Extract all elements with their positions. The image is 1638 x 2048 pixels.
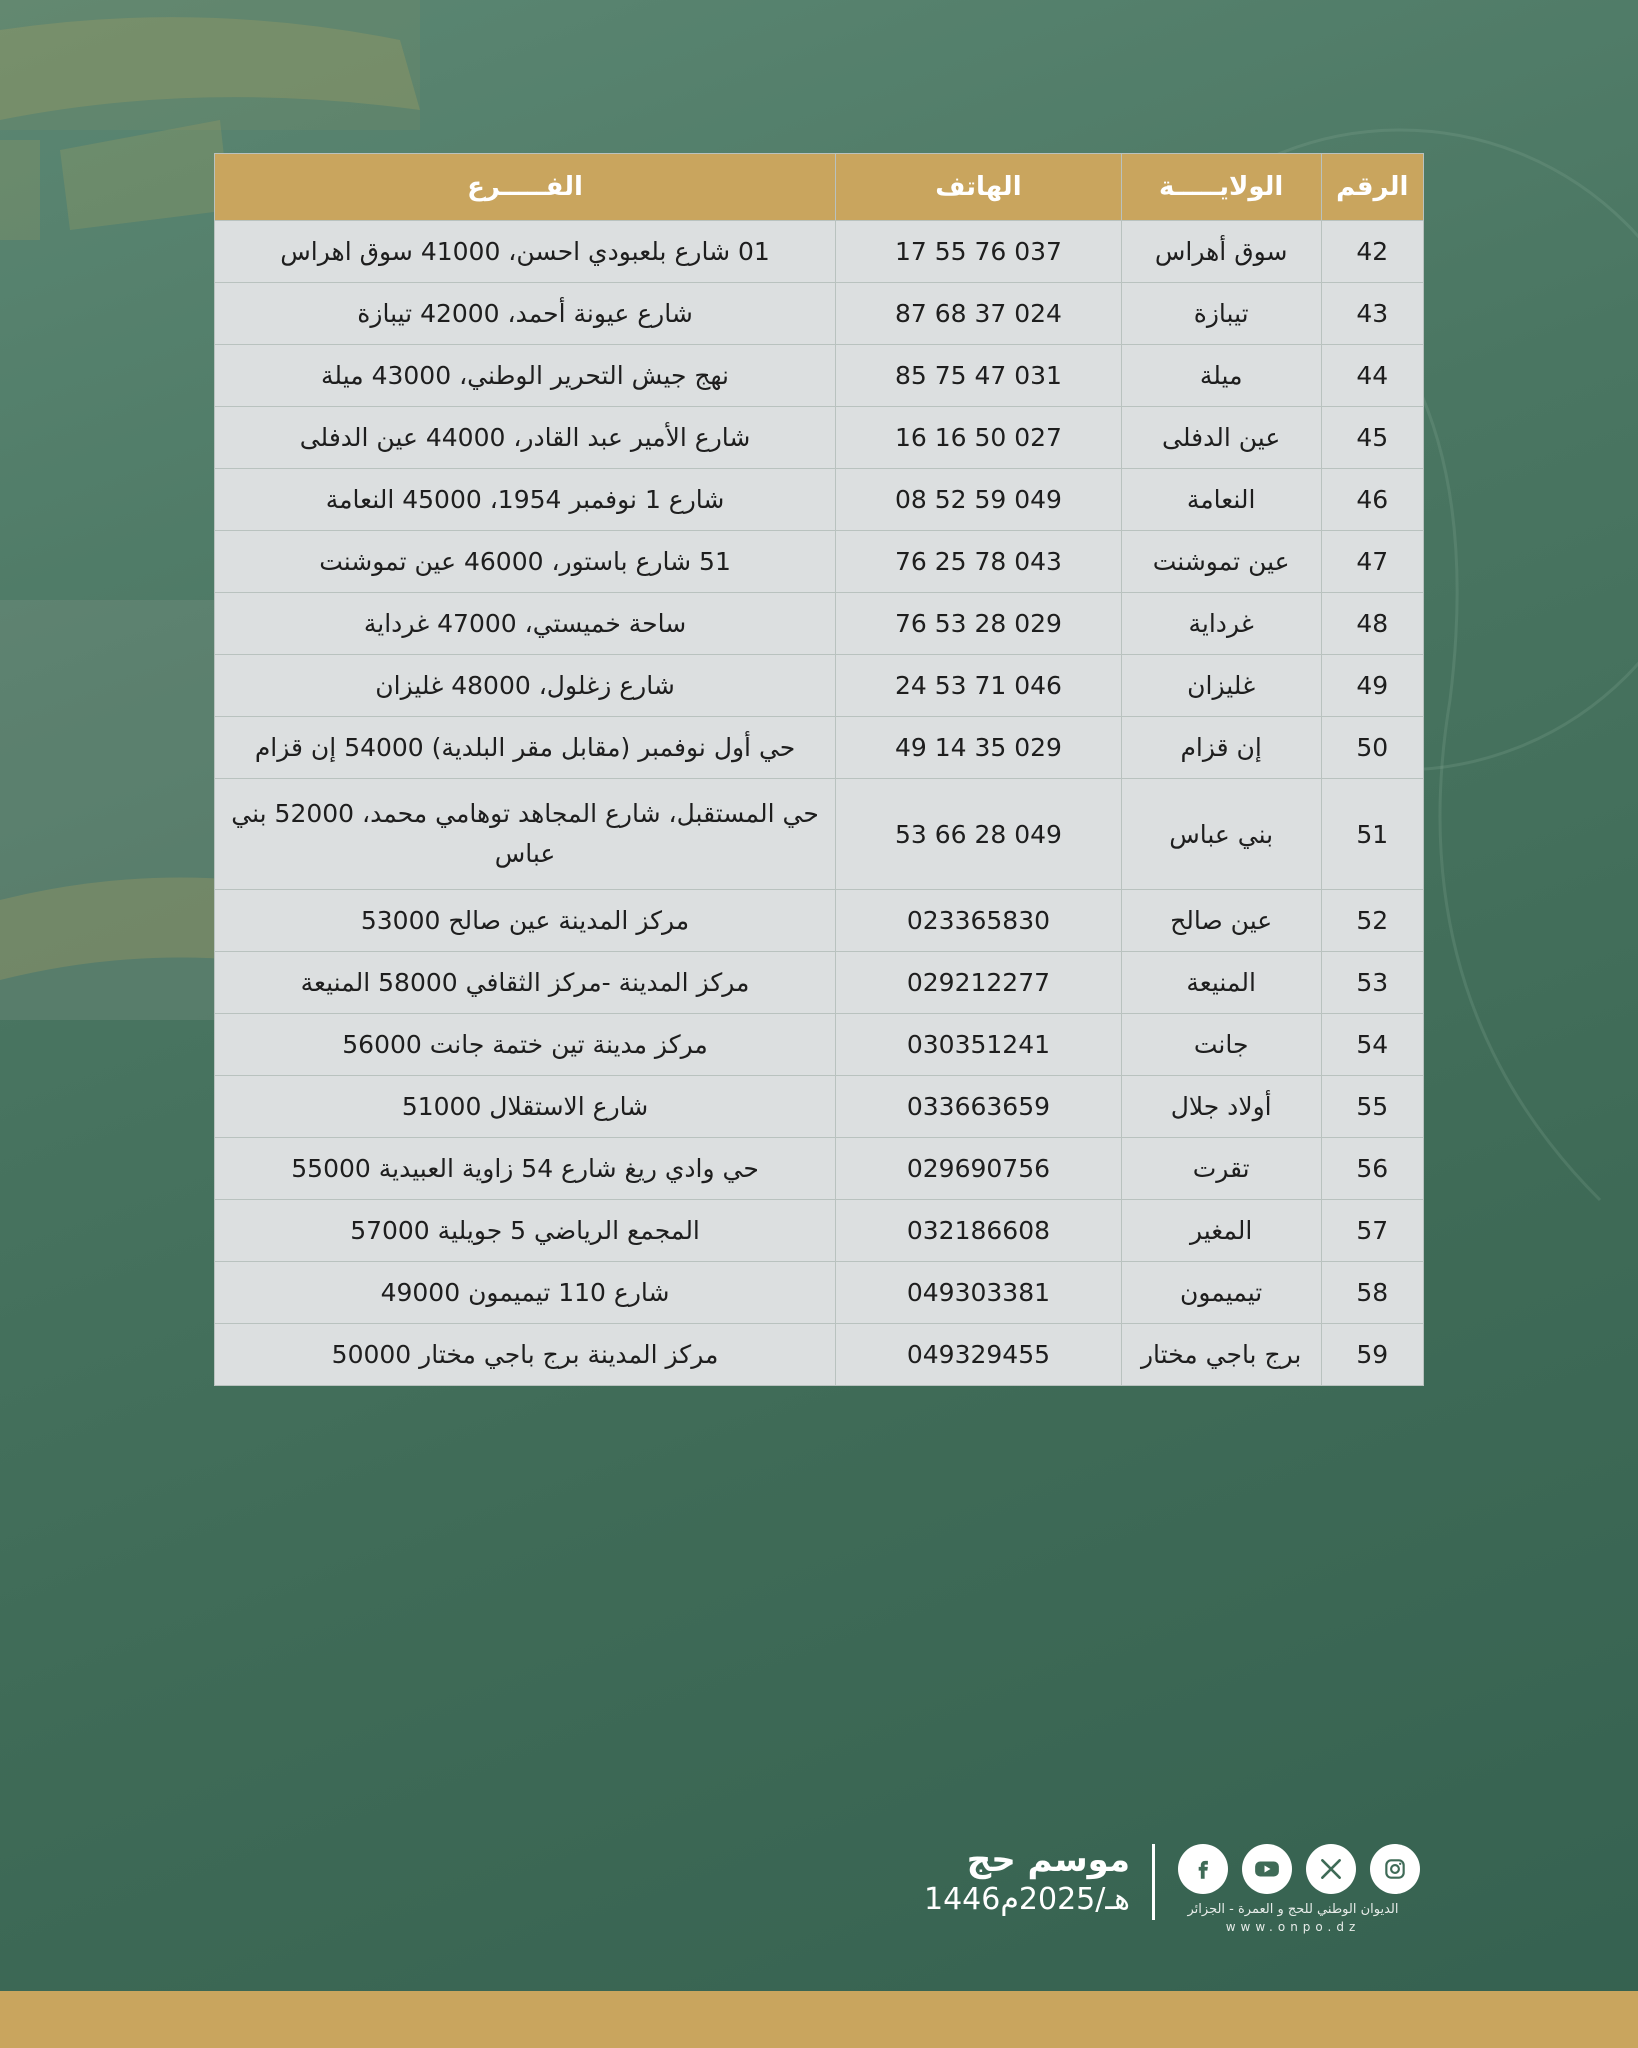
cell-wilaya: المنيعة [1121,952,1321,1014]
cell-phone: 027 50 16 16 [836,407,1122,469]
table-row [215,221,1424,283]
cell-wilaya: غرداية [1121,593,1321,655]
season-title: موسم حج [966,1840,1130,1880]
cell-branch-address: حي وادي ريغ شارع 54 زاوية العبيدية 55000 [215,1138,836,1200]
facebook-icon[interactable] [1178,1844,1228,1894]
cell-wilaya: بني عباس [1121,779,1321,890]
cell-phone: 031 47 75 85 [836,345,1122,407]
cell-number: 46 [1321,469,1424,531]
cell-branch-address: نهج جيش التحرير الوطني، 43000 ميلة [215,345,836,407]
footer [900,1830,1430,1950]
cell-branch-address: شارع زغلول، 48000 غليزان [215,655,836,717]
cell-wilaya: إن قزام [1121,717,1321,779]
cell-branch-address: حي المستقبل، شارع المجاهد توهامي محمد، 52000 بني عباس [215,779,836,890]
cell-phone: 029690756 [836,1138,1122,1200]
bottom-gold-band [0,1991,1638,2048]
cell-branch-address: مركز المدينة -مركز الثقافي 58000 المنيعة [215,952,836,1014]
table-row [215,655,1424,717]
table-row [215,345,1424,407]
cell-phone: 032186608 [836,1200,1122,1262]
cell-wilaya: النعامة [1121,469,1321,531]
footer-divider [1152,1844,1155,1920]
cell-branch-address: مركز المدينة عين صالح 53000 [215,890,836,952]
instagram-icon[interactable] [1370,1844,1420,1894]
cell-number: 58 [1321,1262,1424,1324]
cell-wilaya: المغير [1121,1200,1321,1262]
cell-phone: 049329455 [836,1324,1122,1386]
cell-wilaya: غليزان [1121,655,1321,717]
header-branch: الفـــــرع [215,154,836,221]
cell-phone: 029 28 53 76 [836,593,1122,655]
cell-branch-address: 01 شارع بلعبودي احسن، 41000 سوق اهراس [215,221,836,283]
cell-phone: 046 71 53 24 [836,655,1122,717]
table-header-row [215,154,1424,221]
cell-wilaya: تقرت [1121,1138,1321,1200]
cell-phone: 033663659 [836,1076,1122,1138]
cell-wilaya: ميلة [1121,345,1321,407]
cell-branch-address: المجمع الرياضي 5 جويلية 57000 [215,1200,836,1262]
cell-number: 51 [1321,779,1424,890]
cell-wilaya: تيبازة [1121,283,1321,345]
cell-wilaya: جانت [1121,1014,1321,1076]
cell-branch-address: ساحة خميستي، 47000 غرداية [215,593,836,655]
cell-number: 47 [1321,531,1424,593]
cell-number: 43 [1321,283,1424,345]
cell-wilaya: عين صالح [1121,890,1321,952]
table-row [215,779,1424,890]
table-row [215,952,1424,1014]
cell-branch-address: مركز مدينة تين ختمة جانت 56000 [215,1014,836,1076]
cell-phone: 029 35 14 49 [836,717,1122,779]
cell-branch-address: شارع 1 نوفمبر 1954، 45000 النعامة [215,469,836,531]
table-row [215,1076,1424,1138]
cell-branch-address: مركز المدينة برج باجي مختار 50000 [215,1324,836,1386]
cell-phone: 030351241 [836,1014,1122,1076]
branches-table [214,153,1424,1386]
cell-number: 45 [1321,407,1424,469]
cell-phone: 049303381 [836,1262,1122,1324]
season-year: 1446هـ/2025م [923,1882,1130,1917]
table-row [215,890,1424,952]
cell-phone: 023365830 [836,890,1122,952]
cell-number: 55 [1321,1076,1424,1138]
cell-wilaya: عين الدفلى [1121,407,1321,469]
table-row [215,1138,1424,1200]
cell-wilaya: عين تموشنت [1121,531,1321,593]
cell-number: 57 [1321,1200,1424,1262]
header-number: الرقم [1321,154,1424,221]
cell-number: 42 [1321,221,1424,283]
cell-wilaya: سوق أهراس [1121,221,1321,283]
season-block [924,1840,1130,1917]
table-row [215,593,1424,655]
cell-number: 48 [1321,593,1424,655]
cell-phone: 024 37 68 87 [836,283,1122,345]
cell-branch-address: شارع الاستقلال 51000 [215,1076,836,1138]
table-row [215,1014,1424,1076]
cell-branch-address: 51 شارع باستور، 46000 عين تموشنت [215,531,836,593]
cell-wilaya: أولاد جلال [1121,1076,1321,1138]
cell-phone: 029212277 [836,952,1122,1014]
table-row [215,469,1424,531]
table-row [215,1262,1424,1324]
cell-phone: 049 28 66 53 [836,779,1122,890]
cell-number: 59 [1321,1324,1424,1386]
cell-number: 49 [1321,655,1424,717]
table-row [215,283,1424,345]
cell-wilaya: برج باجي مختار [1121,1324,1321,1386]
table-row [215,1200,1424,1262]
cell-branch-address: شارع عيونة أحمد، 42000 تيبازة [215,283,836,345]
cell-number: 52 [1321,890,1424,952]
cell-branch-address: شارع 110 تيميمون 49000 [215,1262,836,1324]
cell-phone: 037 76 55 17 [836,221,1122,283]
table-row [215,531,1424,593]
cell-branch-address: شارع الأمير عبد القادر، 44000 عين الدفلى [215,407,836,469]
cell-number: 53 [1321,952,1424,1014]
cell-number: 56 [1321,1138,1424,1200]
website-url[interactable]: www.onpo.dz [1225,1920,1361,1934]
branches-table-container [214,153,1424,1386]
organization-name: الديوان الوطني للحج و العمرة - الجزائر [1187,1902,1399,1917]
cell-phone: 049 59 52 08 [836,469,1122,531]
cell-number: 44 [1321,345,1424,407]
table-row [215,407,1424,469]
header-wilaya: الولايـــــة [1121,154,1321,221]
cell-number: 50 [1321,717,1424,779]
header-phone: الهاتف [836,154,1122,221]
cell-branch-address: حي أول نوفمبر (مقابل مقر البلدية) 54000 إن قزام [215,717,836,779]
youtube-icon[interactable] [1242,1844,1292,1894]
table-row [215,717,1424,779]
cell-phone: 043 78 25 76 [836,531,1122,593]
cell-wilaya: تيميمون [1121,1262,1321,1324]
x-icon[interactable] [1306,1844,1356,1894]
cell-number: 54 [1321,1014,1424,1076]
table-row [215,1324,1424,1386]
social-icons [1178,1844,1420,1894]
